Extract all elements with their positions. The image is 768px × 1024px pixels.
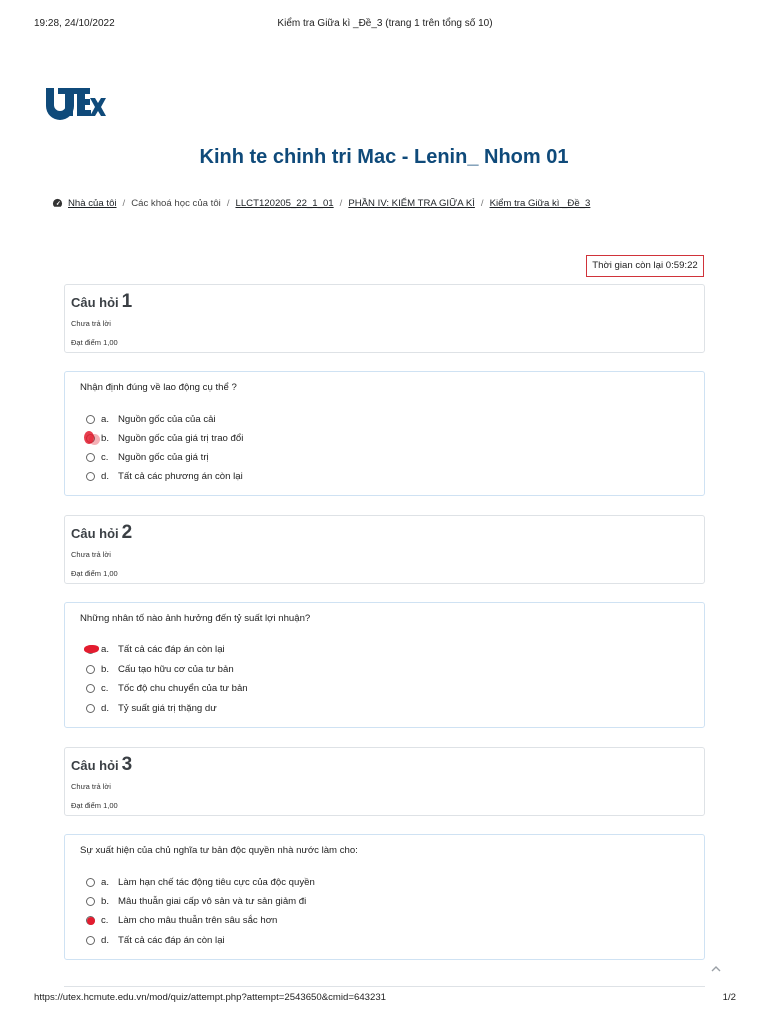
pen-mark-icon <box>89 434 100 445</box>
print-url: https://utex.hcmute.edu.vn/mod/quiz/attempt.php?attempt=2543650&cmid=643231 <box>34 992 387 1003</box>
radio-button[interactable] <box>86 684 95 693</box>
dashboard-icon <box>52 198 63 209</box>
divider <box>64 986 705 987</box>
question-text: Những nhân tố nào ảnh hưởng đến tỷ suất lợi nhuận? <box>80 613 311 624</box>
question-grade: Đạt điểm 1,00 <box>71 338 118 347</box>
breadcrumb-separator: / <box>122 198 126 209</box>
answer-letter: a. <box>101 413 110 425</box>
question-label-text: Câu hỏi <box>71 758 119 773</box>
question-content-1 <box>64 371 705 496</box>
question-info-3 <box>64 747 705 816</box>
radio-button[interactable] <box>86 645 95 654</box>
answer-option-2a[interactable] <box>86 642 225 656</box>
radio-button[interactable] <box>86 453 95 462</box>
question-grade: Đạt điểm 1,00 <box>71 801 118 810</box>
answer-text: Làm cho mâu thuẫn trên sâu sắc hơn <box>118 914 278 926</box>
question-info-1 <box>64 284 705 353</box>
question-number: 3 <box>121 754 133 775</box>
breadcrumb-my-courses: Các khoá học của tôi <box>131 198 221 209</box>
answer-text: Nguồn gốc của giá trị <box>118 451 209 463</box>
answer-letter: c. <box>101 914 109 926</box>
print-page-count: 1/2 <box>722 992 736 1003</box>
answer-text: Tất cả các đáp án còn lại <box>118 934 225 946</box>
radio-button[interactable] <box>86 936 95 945</box>
question-label-text: Câu hỏi <box>71 295 119 310</box>
radio-button[interactable] <box>86 472 95 481</box>
answer-option-2d[interactable] <box>86 701 217 715</box>
question-text: Sự xuất hiện của chủ nghĩa tư bản độc quyền nhà nước làm cho: <box>80 845 358 856</box>
answer-letter: d. <box>101 470 110 482</box>
question-text: Nhận định đúng về lao động cụ thể ? <box>80 382 237 393</box>
radio-button[interactable] <box>86 897 95 906</box>
answer-text: Tỷ suất giá trị thặng dư <box>118 702 217 714</box>
print-datetime: 19:28, 24/10/2022 <box>34 18 115 29</box>
question-state: Chưa trả lời <box>71 319 111 328</box>
answer-option-2c[interactable] <box>86 681 248 695</box>
answer-text: Nguồn gốc của của cải <box>118 413 216 425</box>
answer-option-3b[interactable] <box>86 894 306 908</box>
breadcrumb-separator: / <box>339 198 343 209</box>
breadcrumb-home[interactable]: Nhà của tôi <box>68 198 117 209</box>
pen-mark-icon <box>87 917 95 925</box>
answer-text: Làm hạn chế tác động tiêu cực của độc quyền <box>118 876 315 888</box>
question-label <box>71 754 132 776</box>
answer-text: Tất cả các đáp án còn lại <box>118 643 225 655</box>
question-label <box>71 522 132 544</box>
answer-option-3c[interactable] <box>86 913 277 927</box>
radio-button[interactable] <box>86 665 95 674</box>
radio-button[interactable] <box>86 916 95 925</box>
radio-button[interactable] <box>86 878 95 887</box>
radio-button[interactable] <box>86 704 95 713</box>
question-number: 2 <box>121 522 133 543</box>
answer-option-1c[interactable] <box>86 450 209 464</box>
answer-letter: b. <box>101 663 110 675</box>
question-label-text: Câu hỏi <box>71 526 119 541</box>
answer-letter: d. <box>101 934 110 946</box>
question-state: Chưa trả lời <box>71 782 111 791</box>
answer-option-1d[interactable] <box>86 469 243 483</box>
breadcrumb-separator: / <box>480 198 484 209</box>
question-number: 1 <box>121 291 133 312</box>
question-content-2 <box>64 602 705 728</box>
pen-mark-icon <box>84 645 99 653</box>
answer-option-2b[interactable] <box>86 662 234 676</box>
answer-option-1b[interactable] <box>86 431 243 445</box>
breadcrumb-separator: / <box>226 198 230 209</box>
quiz-timer: Thời gian còn lại 0:59:22 <box>586 255 704 277</box>
answer-option-3a[interactable] <box>86 875 315 889</box>
answer-letter: a. <box>101 643 110 655</box>
question-state: Chưa trả lời <box>71 550 111 559</box>
utex-logo-mark <box>44 86 108 120</box>
utex-logo[interactable] <box>44 86 108 120</box>
answer-letter: c. <box>101 682 109 694</box>
question-label <box>71 291 132 313</box>
breadcrumb-quiz[interactable]: Kiểm tra Giữa kì _Đề_3 <box>489 198 591 209</box>
breadcrumb-section[interactable]: PHẦN IV: KIỂM TRA GIỮA KÌ <box>348 198 475 209</box>
radio-button[interactable] <box>86 434 95 443</box>
answer-letter: d. <box>101 702 110 714</box>
print-footer <box>34 992 736 1006</box>
answer-text: Tốc độ chu chuyển của tư bản <box>118 682 248 694</box>
course-title: Kinh te chinh tri Mac - Lenin_ Nhom 01 <box>199 146 569 168</box>
chevron-up-icon[interactable] <box>709 962 723 976</box>
print-header <box>34 18 736 34</box>
answer-text: Tất cả các phương án còn lại <box>118 470 243 482</box>
answer-letter: a. <box>101 876 110 888</box>
question-grade: Đạt điểm 1,00 <box>71 569 118 578</box>
answer-text: Nguồn gốc của giá trị trao đổi <box>118 432 244 444</box>
answer-text: Mâu thuẫn giai cấp vô sản và tư sản giảm đi <box>118 895 307 907</box>
answer-letter: b. <box>101 895 110 907</box>
answer-letter: b. <box>101 432 110 444</box>
breadcrumb <box>52 198 590 209</box>
answer-option-1a[interactable] <box>86 412 216 426</box>
radio-button[interactable] <box>86 415 95 424</box>
question-info-2 <box>64 515 705 584</box>
print-page-title: Kiểm tra Giữa kì _Đề_3 (trang 1 trên tổng số 10) <box>277 18 493 29</box>
answer-option-3d[interactable] <box>86 933 225 947</box>
breadcrumb-course[interactable]: LLCT120205_22_1_01 <box>235 198 334 209</box>
answer-text: Cấu tạo hữu cơ của tư bản <box>118 663 234 675</box>
question-content-3 <box>64 834 705 960</box>
answer-letter: c. <box>101 451 109 463</box>
